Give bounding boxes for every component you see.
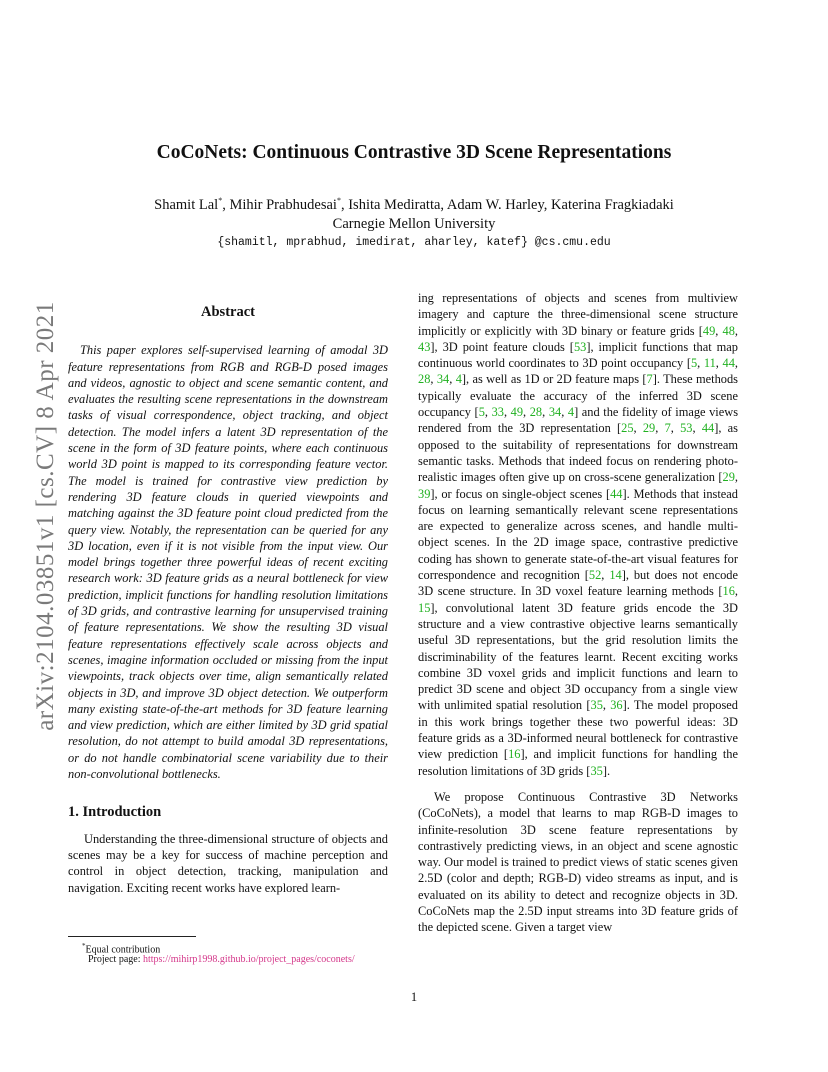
citation-link[interactable]: 29 [722,470,735,485]
citation-link[interactable]: 4 [455,372,462,387]
citation-link[interactable]: 39 [418,486,431,501]
footnote-equal-contribution: *Equal contribution [82,942,161,956]
citation-link[interactable]: 44 [701,421,715,436]
author-names: Shamit Lal*, Mihir Prabhudesai*, Ishita Mediratta, Adam W. Harley, Katerina Fragkiadaki [154,196,674,213]
citation-link[interactable]: 35 [590,763,603,778]
citation-link[interactable]: 16 [722,584,735,599]
citation-link[interactable]: 48 [722,323,735,338]
page-number: 1 [410,990,418,1004]
citation-link[interactable]: 44 [722,356,735,371]
citation-link[interactable]: 43 [418,339,431,354]
citation-link[interactable]: 44 [610,486,623,501]
citation-link[interactable]: 11 [703,356,716,371]
citation-link[interactable]: 16 [508,747,521,762]
citation-link[interactable]: 34 [436,372,450,387]
citation-link[interactable]: 5 [690,356,698,371]
section-heading-introduction: 1. Introduction [68,804,162,821]
citation-link[interactable]: 4 [567,405,575,420]
intro-paragraph-coconets: We propose Continuous Contrastive 3D Networks (CoCoNets), a model that learns to map RGB-D images to infinite-resolution 3D scene feature representations by contrastively predicting views, in an object and scene agnostic way. Our model is trained to predict views of static scenes given 2.5D (color and depth; RGB-D) video streams as input, and is evaluated on its ability to detect and recognize objects in 3D. CoCoNets map the 2.5D input streams into 3D feature grids of the depicted scene. Given a target view [418,789,738,935]
equal-contribution-mark: * [218,196,223,206]
citation-link[interactable]: 49 [702,323,716,338]
citation-link[interactable]: 29 [642,421,656,436]
project-page-link[interactable]: https://mihirp1998.github.io/project_pages/coconets/ [142,954,355,965]
citation-link[interactable]: 28 [529,405,543,420]
citation-link[interactable]: 7 [664,421,671,436]
author-emails: {shamitl, mprabhud, imedirat, aharley, katef} @cs.cmu.edu [217,236,611,249]
left-column [68,304,388,896]
citation-link[interactable]: 5 [478,405,485,420]
citation-link[interactable]: 52 [588,568,602,583]
author-prabhudesai: Mihir Prabhudesai [229,197,337,213]
author-block [0,196,828,234]
citation-link[interactable]: 28 [418,372,431,387]
right-column [418,290,738,936]
author-lal: Shamit Lal [154,197,219,213]
citation-link[interactable]: 49 [510,405,524,420]
citation-link[interactable]: 53 [573,339,587,354]
citation-link[interactable]: 33 [491,405,504,420]
abstract-text: This paper explores self-supervised learning of amodal 3D feature representations from RGB and RGB-D posed images and videos, agnostic to object and scene semantic content, and evaluates the resulting scene representations in the downstream tasks of visual correspondence, object tracking, and object detection. The model infers a latent 3D representation of the scene in the form of 3D feature points, where each continuous world 3D point is mapped to its corresponding feature vector. The model is trained for contrastive view prediction by rendering 3D feature clouds in queried viewpoints and matching against the 3D feature point cloud predicted from the query view. Notably, the representation can be queried for any 3D location, even if it is not visible from the input view. Our model brings together three powerful ideas of recent exciting research work: 3D feature grids as a neural bottleneck for view prediction, implicit functions for handling resolution limitations of 3D grids, and contrastive learning for unsupervised training of feature representations. We show the resulting 3D visual feature representations effectively scale across objects and scenes, imagine information occluded or missing from the input viewpoints, track objects over time, align semantically related objects in 3D, and improve 3D object detection. We outperform many existing state-of-the-art methods for 3D feature learning and view prediction, which are either limited by 3D grid spatial resolution, do not attempt to build amodal 3D representations, or do not handle combinatorial scene variability due to their non-convolutional bottlenecks. [68,343,388,782]
arxiv-identifier: arXiv:2104.03851v1 [cs.CV] 8 Apr 2021 [32,301,60,731]
citation-link[interactable]: 25 [621,421,634,436]
citation-link[interactable]: 34 [548,405,562,420]
citation-link[interactable]: 7 [646,372,653,387]
citation-link[interactable]: 36 [610,698,623,713]
intro-paragraph: Understanding the three-dimensional structure of objects and scenes may be a key for success of machine perception and control in object detection, tracking, manipulation and navigation. Exciting recent works have explored learn- [68,831,388,895]
citation-link[interactable]: 35 [590,698,603,713]
intro-paragraph-continued: ing representations of objects and scenes from multiview imagery and capture the three-dimensional scene structure implicitly or explicitly with 3D binary or feature grids [49, 48, 43], 3D point feature clouds [53], implicit functions that map continuous world coordinates to 3D point occupancy [5, 11, 44, 28, 34, 4], as well as 1D or 2D feature maps [7]. These methods typically evaluate the accuracy of the inferred 3D scene occupancy [5, 33, 49, 28, 34, 4] and the fidelity of image views rendered from the 3D representation [25, 29, 7, 53, 44], as opposed to the suitability of representations for downstream semantic tasks. Methods that indeed focus on rendering photo-realistic images often give up on cross-scene generalization [29, 39], or focus on single-object scenes [44]. Methods that instead focus on learning semantically relevant scene representations are expected to generalize across scenes, and handle multi-object scenes. In the 2D image space, contrastive predictive coding has shown to generate state-of-the-art visual features for correspondence and recognition [52, 14], but does not encode 3D scene structure. In 3D voxel feature learning methods [16, 15], convolutional latent 3D feature grids encode the 3D structure and a view contrastive objective learns semantically useful 3D representations, but the grid resolution limits the discriminability of the features learnt. Recent exciting works combine 3D voxel grids and implicit functions and learn to predict 3D scene and object 3D occupancy from a single view with unlimited spatial resolution [35, 36]. The model proposed in this work brings together these two powerful ideas: 3D feature grids as a 3D-informed neural bottleneck for contrastive view prediction [16], and implicit functions for handling the resolution limitations of 3D grids [35]. [418,291,739,778]
equal-contribution-mark: * [336,196,341,206]
abstract-heading: Abstract [201,304,255,320]
citation-link[interactable]: 14 [609,568,622,583]
citation-link[interactable]: 15 [418,600,431,615]
affiliation: Carnegie Mellon University [332,216,496,232]
author-rest: , Ishita Mediratta, Adam W. Harley, Katerina Fragkiadaki [340,197,674,213]
citation-link[interactable]: 53 [680,421,693,436]
footnote-rule [68,936,196,937]
paper-title: CoCoNets: Continuous Contrastive 3D Scene Representations [156,142,672,163]
footnote-project-page: Project page: https://mihirp1998.github.io/project_pages/coconets/ [88,954,355,965]
